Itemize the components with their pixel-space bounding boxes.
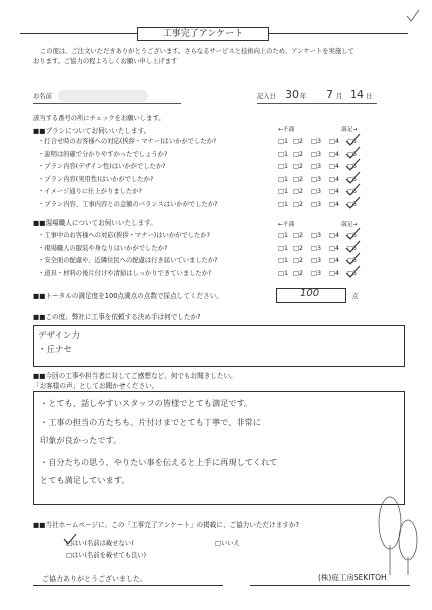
plan-q6-option-1[interactable]: □1: [278, 200, 288, 208]
plan-q5-option-3[interactable]: □3: [311, 188, 321, 195]
footer-thanks: ご協力ありがとうございました。: [42, 575, 147, 583]
staff-q1-option-1[interactable]: □1: [278, 232, 288, 239]
plan-question-5: ・イメージ通りに仕上がりましたか?: [38, 188, 142, 195]
staff-q4-option-2[interactable]: □2: [293, 269, 303, 277]
name-label: お名前: [33, 93, 52, 100]
plan-q5-option-4[interactable]: □4: [329, 188, 339, 195]
staff-q2-option-5[interactable]: □5: [347, 244, 357, 252]
plan-q2-option-5[interactable]: □5: [347, 150, 357, 158]
plan-q2-option-1[interactable]: □1: [278, 150, 288, 158]
plan-q6-option-4[interactable]: □4: [329, 200, 339, 208]
staff-q4-option-5[interactable]: □5: [347, 269, 357, 277]
plan-q2-option-2[interactable]: □2: [293, 150, 303, 158]
intro-line-2: おります。ご協力の程よろしくお願い申し上げます: [33, 58, 178, 65]
staff-section-title: ■■現場職人についてお伺いいたします。: [33, 219, 157, 227]
publish-no-option[interactable]: □いいえ: [215, 540, 240, 547]
staff-question-1: ・工事中のお客様への対応(挨拶・マナー)はいかがでしたか?: [38, 232, 210, 239]
footer-company: (株)庭工房SEKITOH: [318, 573, 387, 582]
date-day-value: 30: [285, 88, 299, 101]
publish-section-title: ■■当社ホームページに、この「工事完了アンケート」の掲載に、ご協力いただけますか?: [33, 521, 299, 529]
title-rule-right: [268, 33, 408, 34]
plan-section-title: ■■プランについてお伺いいたします。: [33, 127, 151, 135]
voice-answer-line-4: ・自分たちの思う、やりたい事を伝えると上手に再現してくれて: [40, 457, 278, 467]
date-month-unit: 月: [336, 93, 343, 100]
date-year-unit: 年: [300, 93, 307, 100]
plan-q1-option-4[interactable]: □4: [329, 138, 339, 145]
plan-q5-option-5[interactable]: □5: [347, 188, 357, 195]
footer-rule-right: [250, 585, 410, 586]
plan-q1-option-1[interactable]: □1: [278, 138, 288, 145]
plan-scale-low: ←不満: [278, 127, 295, 133]
plan-q4-option-4[interactable]: □4: [329, 175, 339, 183]
plan-q1-option-5[interactable]: □5: [347, 138, 357, 145]
plan-q2-option-3[interactable]: □3: [311, 150, 321, 158]
voice-section-title-1: ■■今回の工事や担当者に対してご感想など、何でもお聞きしたい。: [33, 372, 237, 380]
staff-q1-option-4[interactable]: □4: [329, 232, 339, 239]
check-mark-icon: [405, 8, 421, 24]
plan-question-1: ・打合せ時のお客様への対応(挨拶・マナー)はいかがでしたか?: [38, 138, 217, 145]
plan-q3-option-4[interactable]: □4: [329, 163, 339, 170]
publish-yes-name-option[interactable]: □はい(名前を載せても良い): [66, 552, 147, 559]
staff-q2-option-3[interactable]: □3: [311, 244, 321, 252]
plan-q4-option-1[interactable]: □1: [278, 175, 288, 183]
total-section-title: ■■トータルの満足度を100点満点の点数で採点してください。: [33, 292, 223, 300]
staff-q3-option-2[interactable]: □2: [293, 257, 303, 264]
plan-q4-option-5[interactable]: □5: [347, 175, 357, 183]
staff-q3-option-4[interactable]: □4: [329, 257, 339, 264]
staff-question-3: ・安全面の配慮や、近隣住民への配慮は行き届いていましたか?: [38, 257, 218, 264]
plan-q6-option-2[interactable]: □2: [293, 200, 303, 208]
voice-answer-line-3: 印象が良かったです。: [40, 435, 122, 445]
plan-question-2: ・説明は的確で分かりやすかったでしょうか?: [38, 150, 168, 158]
plan-question-4: ・プラン内容(実用性)はいかがでしたか?: [38, 175, 154, 183]
staff-q4-option-3[interactable]: □3: [311, 269, 321, 277]
staff-question-2: ・現場職人の服装や身なりはいかがでしたか?: [38, 244, 168, 252]
plan-q6-option-5[interactable]: □5: [347, 200, 357, 208]
plan-q3-option-1[interactable]: □1: [278, 163, 288, 170]
footer-rule-left: [33, 585, 223, 586]
plan-q4-option-2[interactable]: □2: [293, 175, 303, 183]
voice-answer-line-1: ・とても、話しやすいスタッフの皆様でとても満足です。: [40, 398, 253, 408]
staff-q2-option-1[interactable]: □1: [278, 244, 288, 252]
name-redaction: [58, 90, 148, 102]
decision-section-title: ■■この度、弊社に工事を依頼する決め手は何でしたか?: [33, 313, 201, 321]
staff-q4-option-4[interactable]: □4: [329, 269, 339, 277]
staff-q3-option-1[interactable]: □1: [278, 257, 288, 264]
tree-illustration-icon: [370, 495, 420, 577]
plan-scale-high: 満足→: [341, 127, 358, 133]
intro-line-1: この度は、ご注文いただきありがとうございます。さらなるサービスと技術向上のため、アンケートを実施して: [40, 48, 354, 55]
staff-q1-option-2[interactable]: □2: [293, 232, 303, 239]
page-title: 工事完了アンケート: [137, 27, 269, 41]
staff-q3-option-5[interactable]: □5: [347, 257, 357, 264]
staff-q2-option-4[interactable]: □4: [329, 244, 339, 252]
date-month-value: 7: [326, 88, 333, 101]
plan-q3-option-2[interactable]: □2: [293, 163, 303, 170]
voice-answer-line-5: とても満足しています。: [40, 475, 130, 485]
score-value: 100: [300, 288, 320, 299]
date-date-value: 14: [350, 88, 364, 101]
staff-scale-high: 満足→: [341, 222, 358, 228]
plan-q1-option-2[interactable]: □2: [293, 138, 303, 145]
plan-q2-option-4[interactable]: □4: [329, 150, 339, 158]
voice-section-title-2: 「お客様の声」としてお聞かせください。: [33, 382, 159, 390]
plan-q5-option-1[interactable]: □1: [278, 188, 288, 195]
decision-answer-line-1: デザイン力: [38, 331, 80, 341]
plan-q4-option-3[interactable]: □3: [311, 175, 321, 183]
voice-answer-line-2: ・工事の担当の方たちも、片付けまでとても丁寧で、非常に: [40, 417, 261, 427]
plan-question-3: ・プラン内容(デザイン性)はいかがでしたか?: [38, 163, 166, 170]
staff-scale-low: ←不満: [278, 222, 295, 228]
decision-answer-line-2: ・丘ナセ: [38, 345, 72, 355]
plan-q3-option-5[interactable]: □5: [347, 163, 357, 170]
plan-question-6: ・プラン内容、工事内容との金額のバランスはいかがでしたか?: [38, 200, 218, 208]
plan-q5-option-2[interactable]: □2: [293, 188, 303, 195]
score-unit: 点: [352, 293, 359, 300]
instruction-text: 該当する番号の所にチェックをお願いします。: [33, 115, 165, 122]
plan-q1-option-3[interactable]: □3: [311, 138, 321, 145]
decision-answer-box: [33, 325, 405, 367]
title-rule-left: [20, 33, 137, 34]
staff-q3-option-3[interactable]: □3: [311, 257, 321, 264]
date-date-unit: 日: [366, 93, 373, 100]
plan-q3-option-3[interactable]: □3: [311, 163, 321, 170]
staff-q1-option-5[interactable]: □5: [347, 232, 357, 239]
staff-question-4: ・道具・材料の後片付けや清掃はしっかりできていましたか?: [38, 269, 212, 277]
publish-yes-anonymous-option[interactable]: □はい(名前は載せない): [66, 540, 134, 547]
staff-q4-option-1[interactable]: □1: [278, 269, 288, 277]
name-underline: [33, 103, 181, 104]
staff-q2-option-2[interactable]: □2: [293, 244, 303, 252]
date-label: 記入日: [257, 93, 276, 100]
date-underline: [257, 103, 377, 104]
plan-q6-option-3[interactable]: □3: [311, 200, 321, 208]
staff-q1-option-3[interactable]: □3: [311, 232, 321, 239]
